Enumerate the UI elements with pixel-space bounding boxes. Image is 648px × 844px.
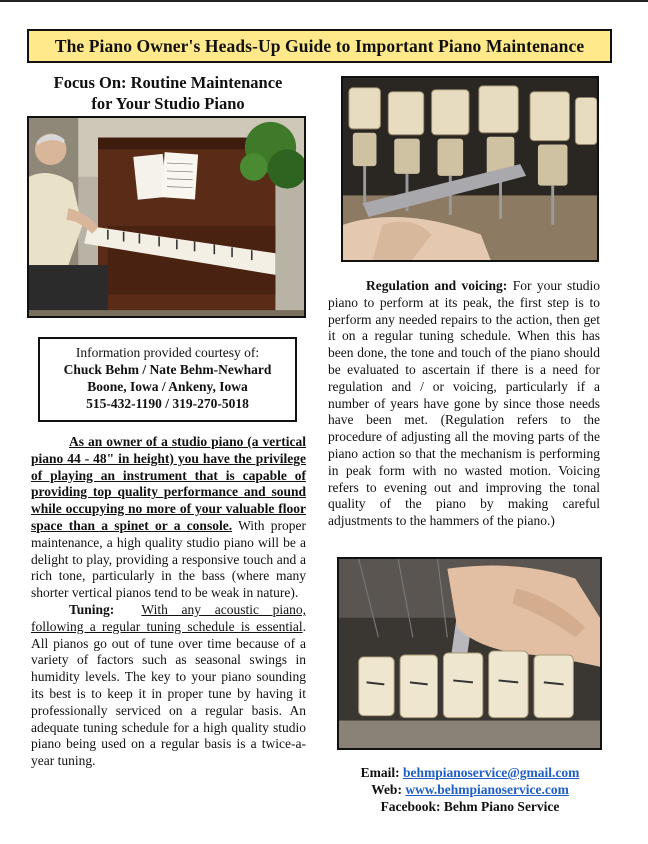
email-line xyxy=(330,765,610,782)
left-column xyxy=(31,434,306,770)
facebook-line: Facebook: Behm Piano Service xyxy=(380,798,560,814)
intro-emphasis: As an owner of a studio piano (a vertical piano 44 - 48" in height) you have the privilege of playing an instrument that is capable of providing top quality performance and sound while occupying no more of your valuable floor space than a spinet or a console. xyxy=(31,434,306,533)
voicing-hands-photo xyxy=(337,557,602,750)
section-heading-line-1: Focus On: Routine Maintenance xyxy=(53,73,283,92)
courtesy-phones: 515-432-1190 / 319-270-5018 xyxy=(86,396,249,411)
courtesy-box xyxy=(38,337,297,422)
contact-block xyxy=(330,765,610,815)
email-label: Email: xyxy=(360,765,403,780)
email-link[interactable]: behmpianoservice@gmail.com xyxy=(402,765,580,780)
top-rule xyxy=(0,0,648,2)
tuning-paragraph xyxy=(31,602,306,770)
tuning-emphasis: With any acoustic piano, following a regular tuning schedule is essential xyxy=(31,601,306,634)
tuning-heading: Tuning: xyxy=(69,601,115,617)
web-link[interactable]: www.behmpianoservice.com xyxy=(405,781,569,797)
title-banner xyxy=(27,29,612,63)
piano-player-photo xyxy=(27,116,306,318)
section-heading-line-2: for Your Studio Piano xyxy=(91,94,245,113)
regulation-text: For your studio piano to perform at its peak, the first step is to perform any needed repairs to the action, then get it on a regular tuning schedule. When this has been done, the tone and touch of the piano should be evaluated to ascertain if there is a need for regulation and / or voicing, particularly if a number of years have gone by since those needs have been met. (Regulation refers to the procedure of adjusting all the moving parts of the piano action so that the mechanism is performing in peak form with no wasted motion. Voicing refers to evening out and improving the tonal quality of the piano by making careful adjustments to the hammers of the piano.) xyxy=(328,278,600,529)
courtesy-locations: Boone, Iowa / Ankeny, Iowa xyxy=(87,379,248,394)
piano-hammers-photo xyxy=(341,76,599,262)
web-line xyxy=(330,782,610,799)
intro-text: With proper maintenance, a high quality studio piano will be a delight to play, providing a responsive touch and a rich tone, particularly in the bass (where many shorter vertical pianos tend to be weak in nature). xyxy=(31,517,306,601)
web-label: Web: xyxy=(371,781,406,797)
page-title: The Piano Owner's Heads-Up Guide to Important Piano Maintenance xyxy=(54,35,585,56)
regulation-paragraph xyxy=(328,278,600,530)
right-column xyxy=(328,278,600,530)
tuning-text: . All pianos go out of tune over time because of a variety of factors such as seasonal swings in humidity levels. The key to your piano sounding its best is to keep it in proper tune by having it professionally serviced on a regular basis. An adequate tuning schedule for a high quality studio piano being used on a regular basis is a twice-a-year tuning. xyxy=(31,618,306,769)
regulation-heading: Regulation and voicing: xyxy=(366,278,508,293)
intro-paragraph xyxy=(31,434,306,602)
courtesy-intro: Information provided courtesy of: xyxy=(75,345,260,360)
section-heading xyxy=(28,72,308,114)
courtesy-names: Chuck Behm / Nate Behm-Newhard xyxy=(63,362,272,377)
